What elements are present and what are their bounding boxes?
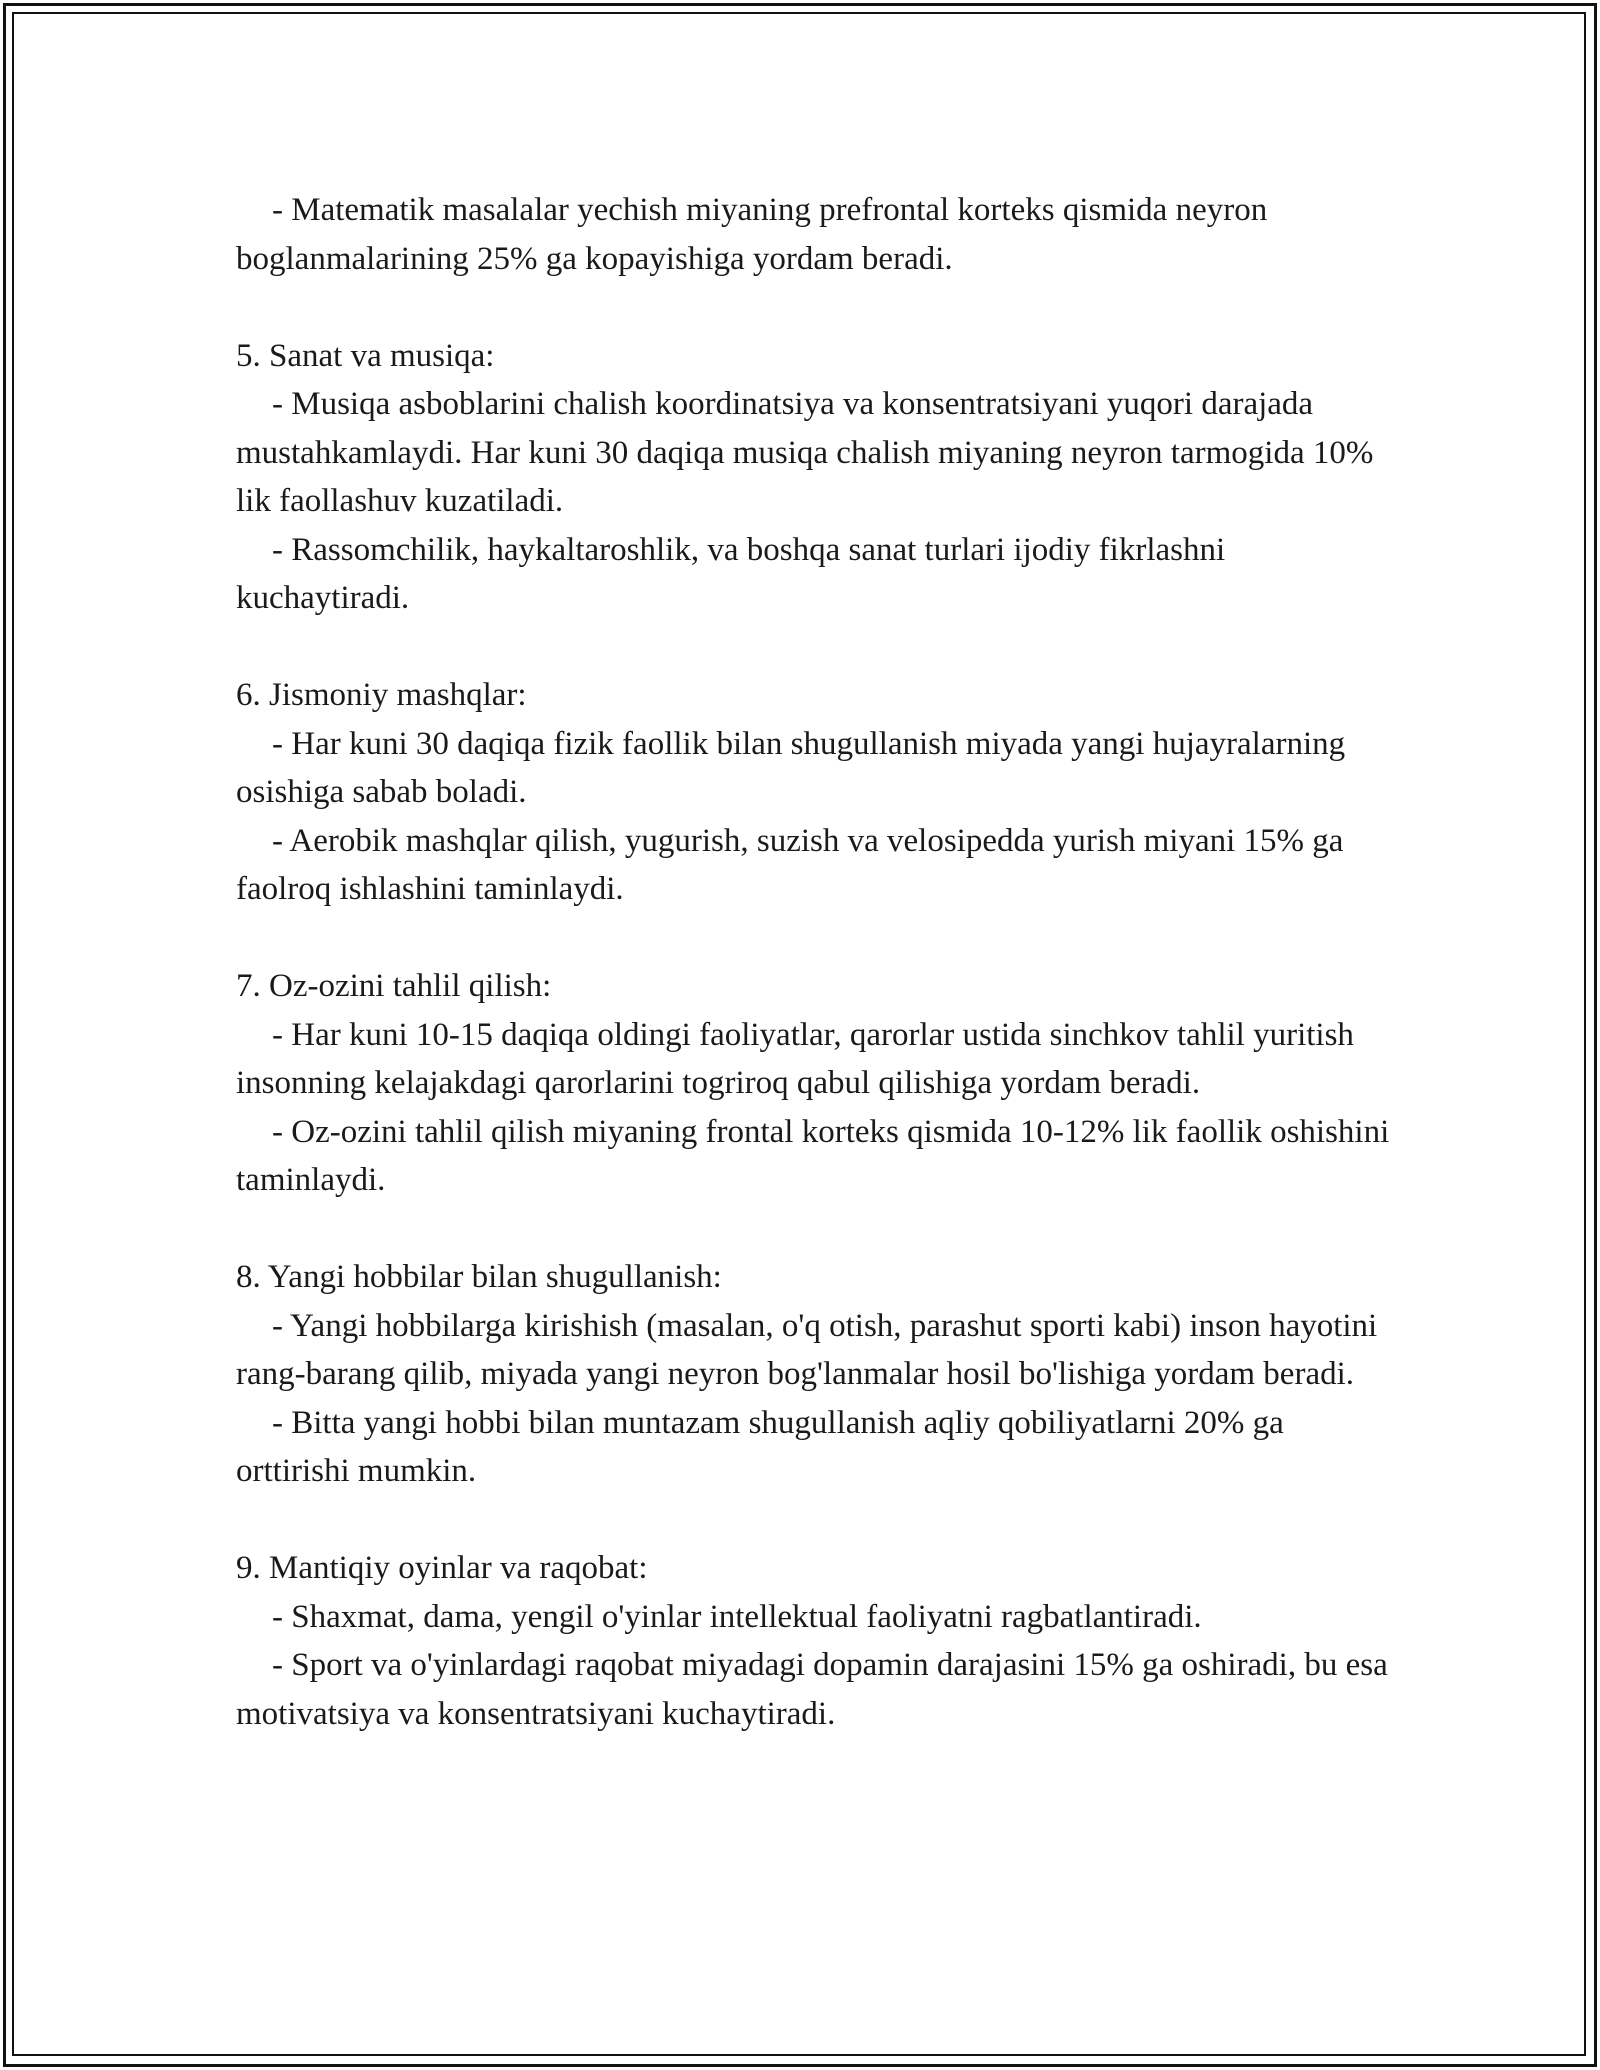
section-heading: 5. Sanat va musiqa: — [236, 337, 495, 374]
section-heading: 8. Yangi hobbilar bilan shugullanish: — [236, 1259, 722, 1295]
section-6 — [236, 671, 1396, 914]
section-bullet: - Musiqa asboblarini chalish koordinatsiya va konsentratsiyani yuqori darajada mustahkamlaydi. Har kuni 30 daqiqa musiqa chalish miyaning neyron tarmogida 10% lik faollashuv kuzatiladi. — [236, 386, 1374, 519]
paragraph-gap — [236, 283, 1396, 332]
section-5 — [236, 332, 1396, 623]
section-bullet: - Har kuni 30 daqiqa fizik faollik bilan shugullanish miyada yangi hujayralarning osishiga sabab boladi. — [236, 725, 1346, 810]
paragraph-gap — [236, 914, 1396, 963]
paragraph-gap — [236, 623, 1396, 672]
section-bullet: - Yangi hobbilarga kirishish (masalan, o'q otish, parashut sporti kabi) inson hayotini rang-barang qilib, miyada yangi neyron bog'lanmalar hosil bo'lishiga yordam beradi. — [236, 1307, 1378, 1392]
document-body — [236, 186, 1396, 1738]
section-bullet: - Oz-ozini tahlil qilish miyaning frontal korteks qismida 10-12% lik faollik oshishini taminlaydi. — [236, 1113, 1390, 1198]
section-9 — [236, 1544, 1396, 1738]
section-heading: 7. Oz-ozini tahlil qilish: — [236, 968, 552, 1004]
section-7 — [236, 962, 1396, 1205]
paragraph-gap — [236, 1205, 1396, 1254]
section-bullet: - Har kuni 10-15 daqiqa oldingi faoliyatlar, qarorlar ustida sinchkov tahlil yuritish insonning kelajakdagi qarorlarini togriroq qabul qilishiga yordam beradi. — [236, 1016, 1354, 1101]
section-heading: 9. Mantiqiy oyinlar va raqobat: — [236, 1550, 648, 1586]
section-bullet: - Shaxmat, dama, yengil o'yinlar intellektual faoliyatni ragbatlantiradi. — [272, 1598, 1202, 1635]
paragraph-gap — [236, 1496, 1396, 1545]
section-bullet: - Rassomchilik, haykaltaroshlik, va boshqa sanat turlari ijodiy fikrlashni kuchaytiradi. — [236, 531, 1226, 616]
section-bullet: - Aerobik mashqlar qilish, yugurish, suzish va velosipedda yurish miyani 15% ga faolroq ishlashini taminlaydi. — [236, 822, 1344, 907]
section-bullet: - Sport va o'yinlardagi raqobat miyadagi dopamin darajasini 15% ga oshiradi, bu esa motivatsiya va konsentratsiyani kuchaytiradi. — [236, 1647, 1388, 1732]
section-8 — [236, 1253, 1396, 1496]
intro-bullet: - Matematik masalalar yechish miyaning prefrontal korteks qismida neyron boglanmalarining 25% ga kopayishiga yordam beradi. — [236, 192, 1268, 277]
section-bullet: - Bitta yangi hobbi bilan muntazam shugullanish aqliy qobiliyatlarni 20% ga orttirishi mumkin. — [236, 1404, 1284, 1489]
section-heading: 6. Jismoniy mashqlar: — [236, 677, 527, 713]
